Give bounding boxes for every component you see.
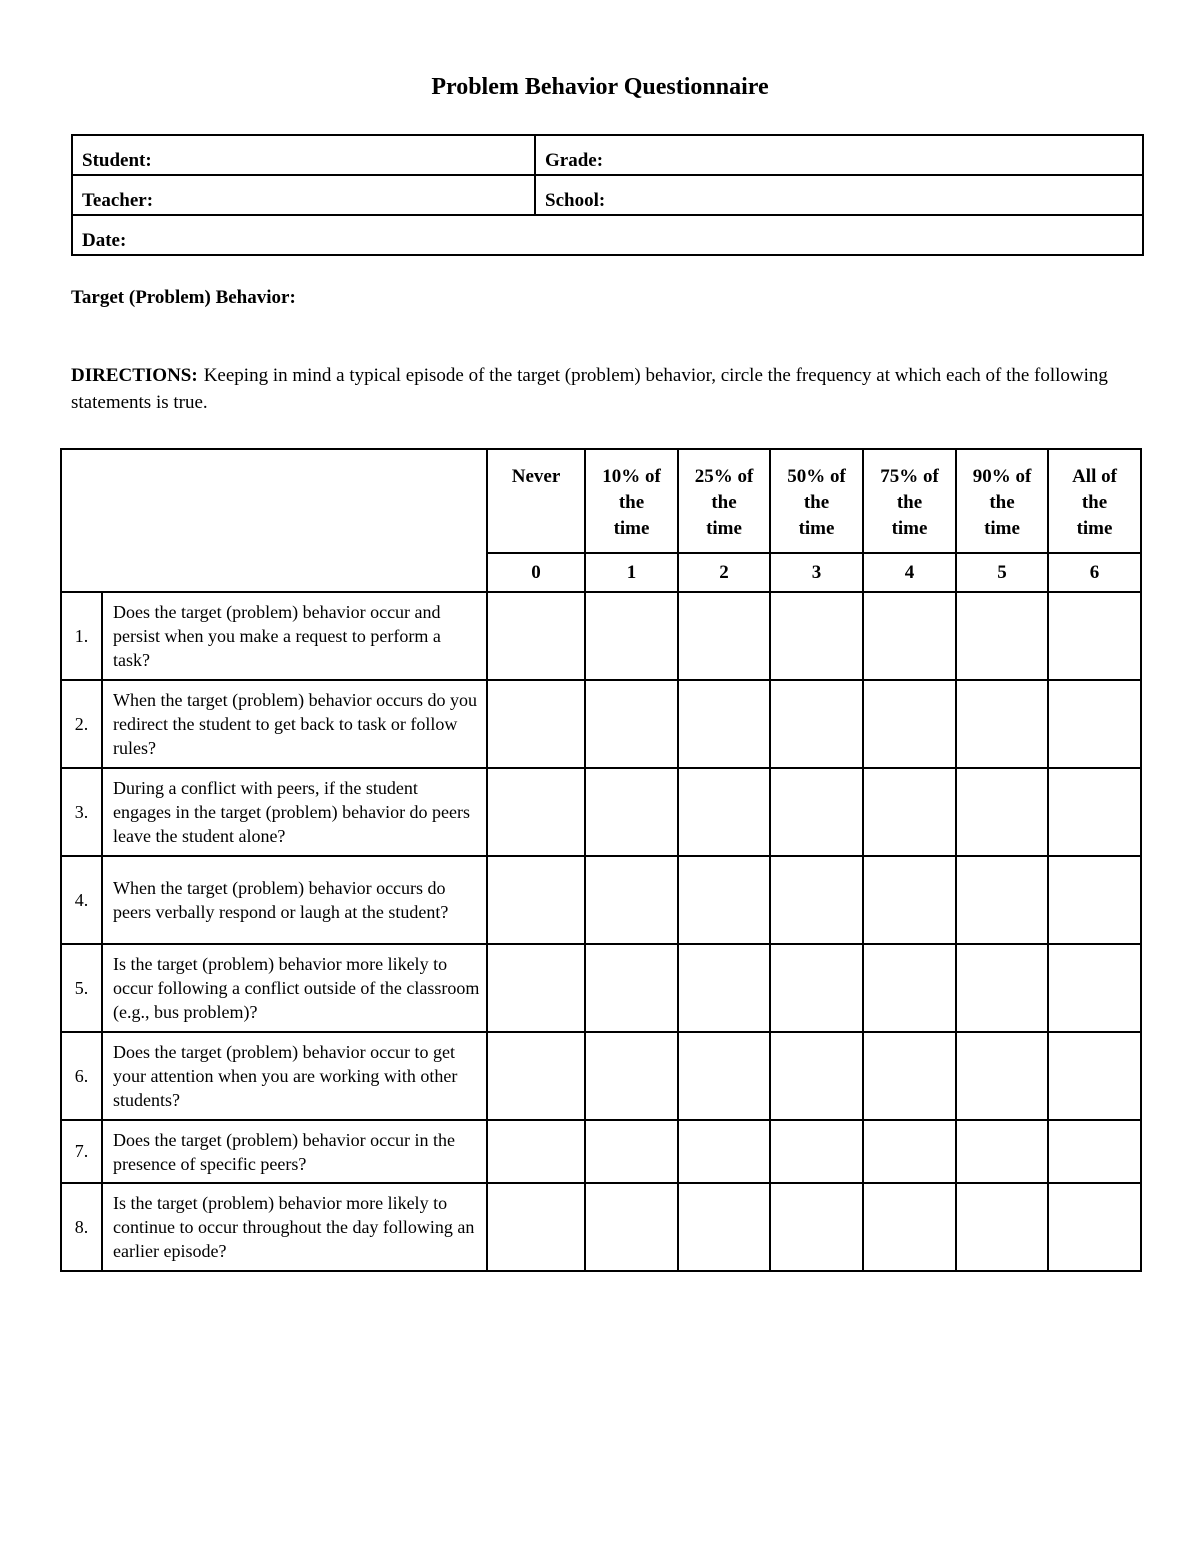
response-cell-6[interactable] [1048, 1120, 1141, 1183]
response-cell-2[interactable] [678, 592, 770, 680]
response-cell-2[interactable] [678, 856, 770, 944]
scale-header-line: the [896, 492, 923, 513]
response-cell-4[interactable] [863, 944, 956, 1032]
scale-header-line: 10% of [602, 466, 661, 487]
response-cell-6[interactable] [1048, 768, 1141, 856]
response-cell-0[interactable] [487, 944, 585, 1032]
scale-code-5: 5 [956, 553, 1048, 592]
target-behavior-label: Target (Problem) Behavior: [71, 287, 296, 308]
question-text: Is the target (problem) behavior more likely to occur following a conflict outside of the classroom (e.g., bus problem)? [102, 944, 487, 1032]
question-text: When the target (problem) behavior occurs do you redirect the student to get back to task or follow rules? [102, 680, 487, 768]
question-number: 1. [61, 592, 102, 680]
response-cell-1[interactable] [585, 944, 678, 1032]
response-cell-4[interactable] [863, 856, 956, 944]
question-number: 4. [61, 856, 102, 944]
scale-header-6 [1048, 449, 1141, 553]
scale-header-line: 25% of [694, 466, 754, 487]
response-cell-3[interactable] [770, 1183, 863, 1271]
question-number: 8. [61, 1183, 102, 1271]
question-number: 3. [61, 768, 102, 856]
question-row [61, 592, 1141, 680]
scale-code-4: 4 [863, 553, 956, 592]
response-cell-3[interactable] [770, 680, 863, 768]
question-row [61, 944, 1141, 1032]
scale-header-line: time [706, 518, 742, 539]
scale-header-5 [956, 449, 1048, 553]
response-cell-6[interactable] [1048, 856, 1141, 944]
response-cell-2[interactable] [678, 768, 770, 856]
response-cell-4[interactable] [863, 592, 956, 680]
response-cell-5[interactable] [956, 1032, 1048, 1120]
response-cell-2[interactable] [678, 680, 770, 768]
scale-header-4 [863, 449, 956, 553]
question-row [61, 1120, 1141, 1183]
scale-header-1 [585, 449, 678, 553]
question-number: 5. [61, 944, 102, 1032]
scale-header-line: Never [511, 466, 561, 487]
response-cell-5[interactable] [956, 680, 1048, 768]
scale-header-line: time [1076, 518, 1113, 539]
response-cell-5[interactable] [956, 1183, 1048, 1271]
blank-header-cell [61, 449, 487, 592]
scale-code-6: 6 [1048, 553, 1141, 592]
question-text: When the target (problem) behavior occurs do peers verbally respond or laugh at the student? [102, 856, 487, 944]
scale-header-line: the [803, 492, 830, 513]
response-cell-3[interactable] [770, 1032, 863, 1120]
scale-code-2: 2 [678, 553, 770, 592]
question-row [61, 1032, 1141, 1120]
response-cell-5[interactable] [956, 768, 1048, 856]
response-cell-3[interactable] [770, 856, 863, 944]
response-cell-5[interactable] [956, 944, 1048, 1032]
question-text: Does the target (problem) behavior occur and persist when you make a request to perform a task? [102, 592, 487, 680]
student-info-table [71, 134, 1144, 256]
response-cell-1[interactable] [585, 680, 678, 768]
response-cell-0[interactable] [487, 592, 585, 680]
response-cell-1[interactable] [585, 1032, 678, 1120]
question-row [61, 856, 1141, 944]
scale-header-line: the [1081, 492, 1108, 513]
response-cell-6[interactable] [1048, 592, 1141, 680]
scale-header-0 [487, 449, 585, 553]
response-cell-2[interactable] [678, 1032, 770, 1120]
page-title: Problem Behavior Questionnaire [431, 74, 769, 100]
response-cell-1[interactable] [585, 768, 678, 856]
response-cell-4[interactable] [863, 1183, 956, 1271]
response-cell-4[interactable] [863, 768, 956, 856]
directions-text: Keeping in mind a typical episode of the target (problem) behavior, circle the frequency at which each of the following statements is true. [71, 365, 1108, 413]
scale-header-line: 50% of [787, 466, 846, 487]
scale-header-3 [770, 449, 863, 553]
response-cell-6[interactable] [1048, 1032, 1141, 1120]
scale-code-3: 3 [770, 553, 863, 592]
response-cell-0[interactable] [487, 768, 585, 856]
response-cell-2[interactable] [678, 1183, 770, 1271]
scale-header-line: the [989, 492, 1015, 513]
grade-field[interactable]: Grade: [535, 135, 1143, 175]
response-cell-3[interactable] [770, 1120, 863, 1183]
question-row [61, 768, 1141, 856]
scale-header-line: the [618, 492, 645, 513]
response-cell-4[interactable] [863, 1120, 956, 1183]
question-number: 6. [61, 1032, 102, 1120]
response-cell-3[interactable] [770, 768, 863, 856]
question-text: Does the target (problem) behavior occur to get your attention when you are working with other students? [102, 1032, 487, 1120]
school-field[interactable]: School: [535, 175, 1143, 215]
question-row [61, 1183, 1141, 1271]
response-cell-0[interactable] [487, 1183, 585, 1271]
scale-header-2 [678, 449, 770, 553]
scale-header-line: 75% of [880, 466, 939, 487]
question-text: Does the target (problem) behavior occur in the presence of specific peers? [102, 1120, 487, 1183]
response-cell-4[interactable] [863, 680, 956, 768]
response-cell-0[interactable] [487, 1120, 585, 1183]
scale-header-line: time [613, 518, 650, 539]
scale-header-line: time [891, 518, 928, 539]
response-cell-0[interactable] [487, 680, 585, 768]
frequency-table [60, 448, 1142, 1272]
response-cell-4[interactable] [863, 1032, 956, 1120]
question-number: 7. [61, 1120, 102, 1183]
question-text: Is the target (problem) behavior more likely to continue to occur throughout the day following an earlier episode? [102, 1183, 487, 1271]
response-cell-1[interactable] [585, 856, 678, 944]
response-cell-6[interactable] [1048, 1183, 1141, 1271]
response-cell-3[interactable] [770, 592, 863, 680]
teacher-field[interactable]: Teacher: [72, 175, 535, 215]
scale-header-line: time [984, 518, 1020, 539]
response-cell-1[interactable] [585, 1120, 678, 1183]
scale-header-line: the [711, 492, 737, 513]
question-row [61, 680, 1141, 768]
response-cell-5[interactable] [956, 1120, 1048, 1183]
question-number: 2. [61, 680, 102, 768]
response-cell-5[interactable] [956, 592, 1048, 680]
scale-code-1: 1 [585, 553, 678, 592]
directions-label: DIRECTIONS: [71, 365, 198, 386]
question-text: During a conflict with peers, if the student engages in the target (problem) behavior do peers leave the student alone? [102, 768, 487, 856]
response-cell-2[interactable] [678, 944, 770, 1032]
scale-code-0: 0 [487, 553, 585, 592]
scale-header-line: 90% of [972, 466, 1032, 487]
response-cell-6[interactable] [1048, 944, 1141, 1032]
date-field[interactable]: Date: [72, 215, 1143, 255]
response-cell-1[interactable] [585, 1183, 678, 1271]
response-cell-2[interactable] [678, 1120, 770, 1183]
response-cell-1[interactable] [585, 592, 678, 680]
response-cell-0[interactable] [487, 1032, 585, 1120]
student-field[interactable]: Student: [72, 135, 535, 175]
directions [71, 362, 1131, 416]
response-cell-5[interactable] [956, 856, 1048, 944]
response-cell-3[interactable] [770, 944, 863, 1032]
response-cell-6[interactable] [1048, 680, 1141, 768]
scale-header-line: All of [1072, 466, 1117, 487]
response-cell-0[interactable] [487, 856, 585, 944]
scale-header-line: time [798, 518, 835, 539]
